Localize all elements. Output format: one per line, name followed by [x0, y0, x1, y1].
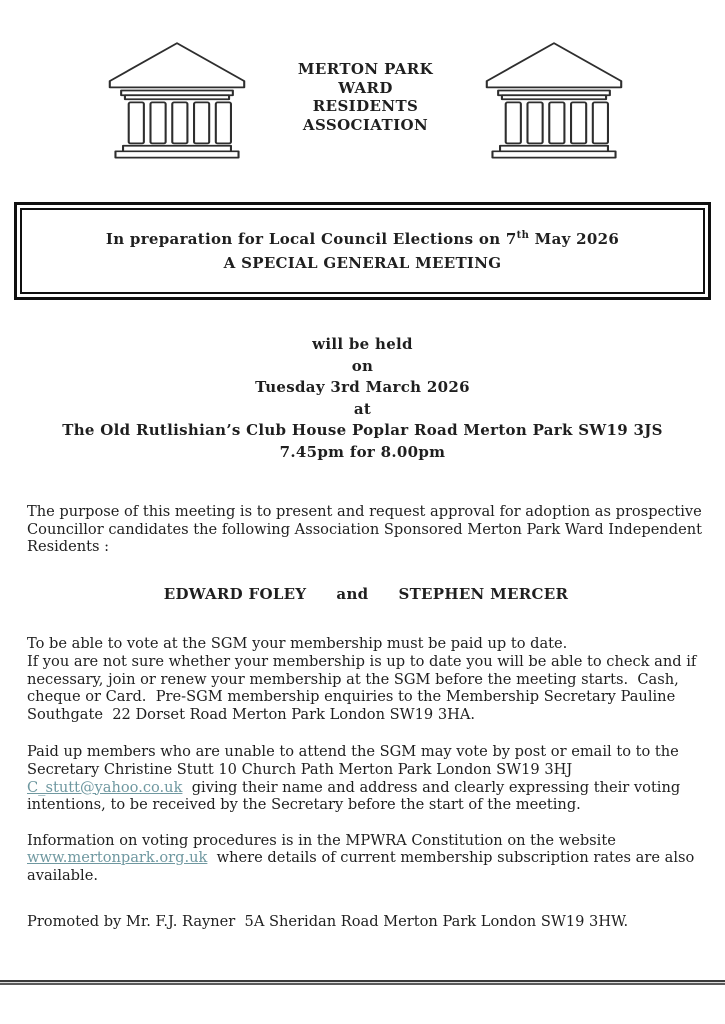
- bottom-divider: [0, 980, 725, 985]
- website-link[interactable]: www.mertonpark.org.uk: [27, 849, 208, 867]
- postal-vote-line: [27, 779, 705, 797]
- event-line: The Old Rutlishian’s Club House Poplar Road Merton Park SW19 3JS: [62, 421, 663, 439]
- postal-vote-line: Secretary Christine Stutt 10 Church Path Merton Park London SW19 3HJ: [27, 760, 573, 778]
- purpose-paragraph: [27, 503, 705, 556]
- notice-line-1-suffix: May 2026: [529, 230, 620, 248]
- ordinal-superscript: th: [516, 230, 530, 241]
- temple-icon: [106, 40, 248, 160]
- membership-line: To be able to vote at the SGM your membership must be paid up to date.: [27, 635, 568, 653]
- voting-info-line: Information on voting procedures is in the MPWRA Constitution on the website: [27, 831, 616, 849]
- voting-info-line: available.: [27, 866, 98, 884]
- candidate-names: [27, 586, 705, 604]
- promoter-line: Promoted by Mr. F.J. Rayner 5A Sheridan Road Merton Park London SW19 3HW.: [27, 912, 629, 930]
- voting-info-line: [27, 849, 705, 867]
- notice-box-inner: [20, 208, 705, 294]
- org-title-line: MERTON PARK: [297, 60, 434, 78]
- body-text: [27, 503, 705, 930]
- purpose-line: The purpose of this meeting is to present and request approval for adoption as prospective: [27, 503, 702, 520]
- event-line: 7.45pm for 8.00pm: [279, 442, 446, 461]
- temple-icon: [483, 40, 625, 160]
- purpose-line: Councillor candidates the following Association Sponsored Merton Park Ward Independent: [27, 520, 702, 538]
- notice-line-2: A SPECIAL GENERAL MEETING: [223, 254, 502, 272]
- membership-line: necessary, join or renew your membership at the SGM before the meeting starts. Cash,: [27, 670, 679, 688]
- event-line: Tuesday 3rd March 2026: [255, 378, 470, 396]
- org-title-line: WARD: [338, 78, 393, 97]
- event-line: will be held: [312, 335, 413, 353]
- membership-line: Southgate 22 Dorset Road Merton Park London SW19 3HA.: [27, 705, 476, 723]
- candidate-name-2: STEPHEN MERCER: [398, 584, 569, 603]
- membership-paragraph: [27, 635, 705, 723]
- notice-line-1-prefix: In preparation for Local Council Elections on 7: [105, 230, 517, 248]
- voting-info-paragraph: [27, 832, 705, 885]
- org-title-line: ASSOCIATION: [302, 115, 429, 134]
- event-details: [0, 334, 725, 463]
- voting-info-line-rest: where details of current membership subscription rates are also: [207, 849, 695, 867]
- org-title: [248, 60, 483, 134]
- membership-line: If you are not sure whether your membership is up to date you will be able to check and if: [27, 652, 697, 670]
- notice-line-1: [22, 230, 703, 248]
- candidate-name-1: EDWARD FOLEY: [163, 584, 307, 603]
- email-link[interactable]: C_stutt@yahoo.co.uk: [27, 778, 183, 796]
- org-title-line: RESIDENTS: [312, 97, 419, 115]
- purpose-line: Residents :: [27, 538, 110, 556]
- event-line: at: [353, 399, 372, 418]
- postal-vote-line: Paid up members who are unable to attend the SGM may vote by post or email to to the: [27, 743, 679, 761]
- promoter-paragraph: [27, 913, 705, 931]
- postal-vote-line: intentions, to be received by the Secretary before the start of the meeting.: [27, 796, 581, 814]
- header: [0, 0, 725, 160]
- notice-box: [14, 202, 711, 300]
- event-line: on: [351, 356, 374, 375]
- membership-line: cheque or Card. Pre-SGM membership enquiries to the Membership Secretary Pauline: [27, 688, 676, 706]
- postal-vote-paragraph: [27, 743, 705, 813]
- postal-vote-line-rest: giving their name and address and clearly expressing their voting: [182, 778, 681, 796]
- candidates-conjunction: and: [336, 584, 369, 603]
